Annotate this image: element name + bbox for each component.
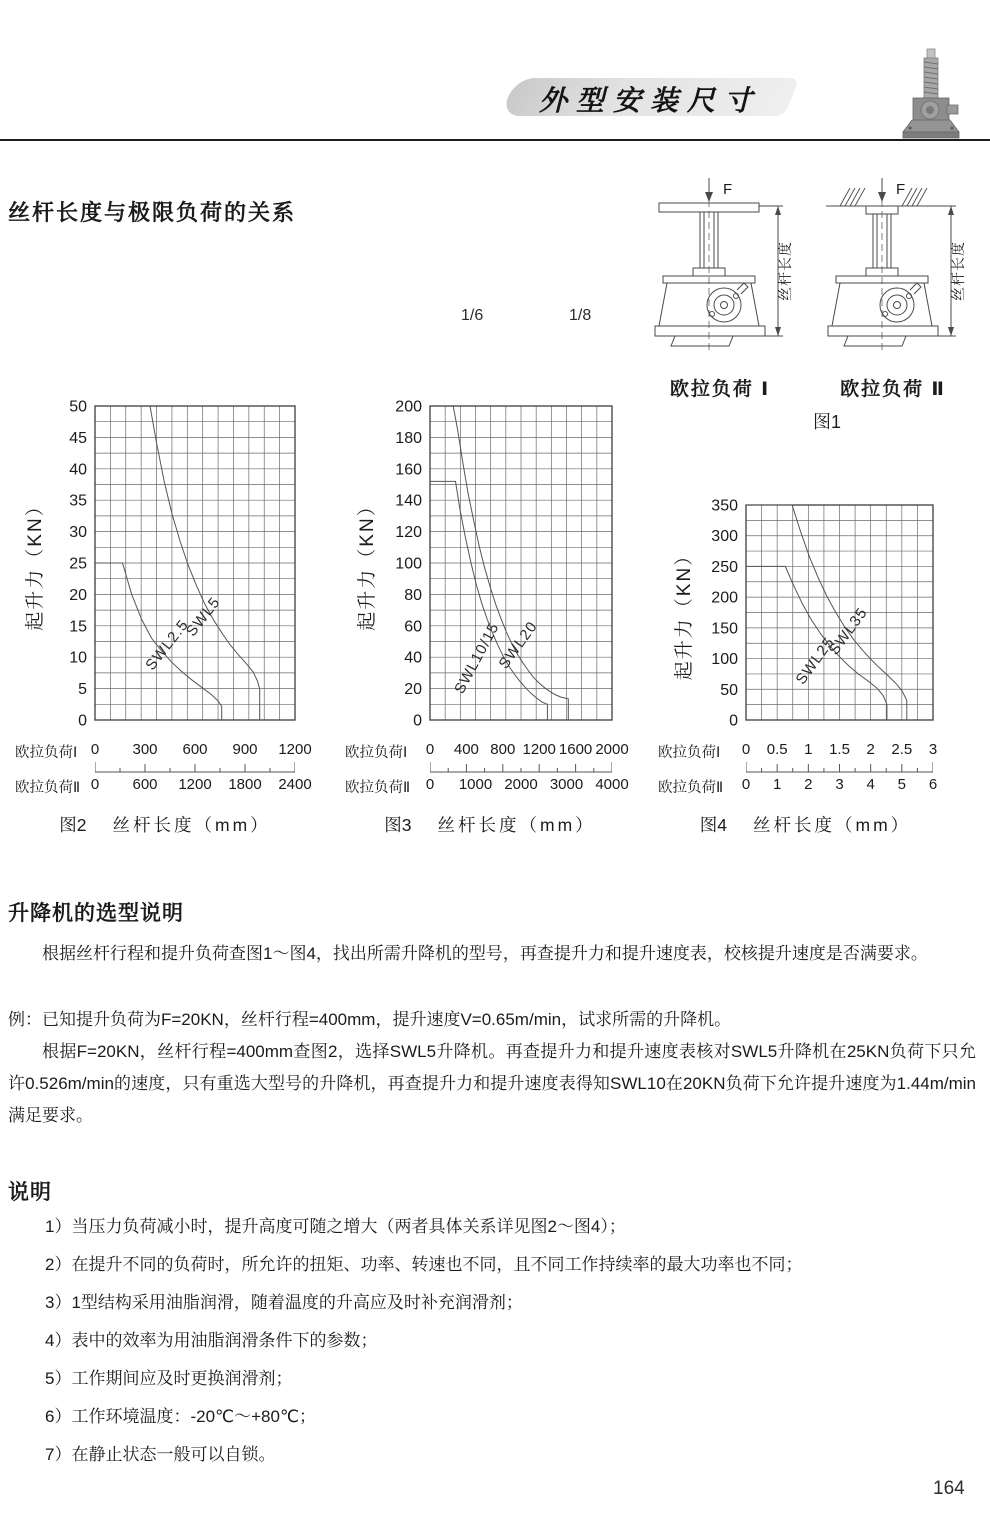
x-scale-row-euler-1 [345, 740, 635, 760]
x-tick-label: 1200 [278, 741, 312, 758]
force-label: F [723, 181, 733, 198]
svg-text:0: 0 [729, 712, 738, 728]
svg-text:180: 180 [395, 429, 422, 447]
x-tick-label: 0.5 [766, 741, 788, 758]
euler-load-2-axis-label: 欧拉负荷Ⅱ [345, 780, 411, 796]
x-tick-label: 1800 [228, 776, 262, 793]
svg-text:SWL5: SWL5 [182, 593, 224, 640]
x-tick-label: 3 [835, 776, 844, 793]
euler-load-1-axis-label: 欧拉负荷Ⅰ [658, 745, 721, 761]
figure-number: 图4 [699, 815, 728, 835]
svg-text:35: 35 [69, 492, 87, 510]
x-tick-label: 600 [182, 741, 208, 758]
note-item-1: 1）当压力负荷减小时，提升高度可随之增大（两者具体关系详见图2～图4）； [45, 1217, 626, 1236]
x-tick-label: 600 [132, 776, 158, 793]
x-tick-label: 2000 [595, 741, 629, 758]
x-scale-row-euler-2 [658, 775, 953, 795]
svg-text:50: 50 [69, 398, 87, 416]
page-number: 164 [933, 1478, 965, 1499]
x-scale-row-euler-1 [15, 740, 315, 760]
notes-list [45, 1218, 965, 1484]
svg-text:25: 25 [69, 555, 87, 573]
load-vs-length-chart-swl25-swl35 [658, 398, 953, 728]
svg-text:80: 80 [404, 586, 422, 604]
force-label: F [896, 181, 906, 198]
x-tick-label: 0 [425, 741, 435, 758]
chart-caption [345, 812, 635, 837]
euler-load-1-ticks [741, 740, 938, 760]
screw-length-dim-label: 丝杆长度 [777, 241, 793, 301]
svg-text:60: 60 [404, 618, 422, 636]
jack-diagram-euler-1 [645, 176, 797, 368]
svg-text:SWL10/15: SWL10/15 [451, 619, 503, 697]
euler-load-2-axis-label: 欧拉负荷Ⅱ [15, 780, 81, 796]
axis-ruler [430, 760, 612, 773]
note-item-2: 2）在提升不同的负荷时，所允许的扭矩、功率、转速也不同，且不同工作持续率的最大功率也不同； [45, 1255, 803, 1274]
svg-text:40: 40 [404, 649, 422, 667]
selection-paragraph-2: 根据F=20KN，丝杆行程=400mm查图2，选择SWL5升降机。再查提升力和提升速度表核对SWL5升降机在25KN负荷下只允许0.526m/min的速度，只有重选大型号的升降机，再查提升力和提升速度表得知SWL10在20KN负荷下允许提升速度为1.44m/min满足要求。 [8, 1042, 976, 1125]
note-item-5: 5）工作期间应及时更换润滑剂； [45, 1369, 293, 1388]
x-tick-label: 2000 [504, 776, 538, 793]
svg-text:SWL2.5: SWL2.5 [142, 616, 193, 674]
load-vs-length-chart-swl2.5-swl5 [15, 398, 315, 728]
note-item-6: 6）工作环境温度：-20℃～+80℃； [45, 1407, 317, 1426]
x-axis-title: 丝杆长度（mm） [753, 815, 912, 835]
note-item-4: 4）表中的效率为用油脂润滑条件下的参数； [45, 1331, 378, 1350]
x-tick-label: 900 [232, 741, 258, 758]
x-tick-label: 0 [90, 741, 100, 758]
euler-load-2-caption: 欧拉负荷 Ⅱ [840, 379, 946, 400]
x-tick-label: 3000 [549, 776, 584, 793]
ratio-annotation-1: 1/6 [461, 307, 484, 324]
svg-text:起升力（KN）: 起升力（KN） [25, 495, 46, 631]
x-tick-label: 1000 [458, 776, 493, 793]
svg-text:45: 45 [69, 429, 87, 447]
x-tick-label: 300 [132, 741, 158, 758]
svg-text:200: 200 [395, 398, 422, 416]
x-tick-label: 0 [741, 741, 751, 758]
ratio-annotation-2: 1/8 [569, 307, 592, 324]
page-title: 外型安装尺寸 [538, 85, 761, 116]
svg-text:300: 300 [711, 528, 738, 546]
x-tick-label: 1 [804, 741, 813, 758]
axis-ruler [746, 760, 933, 773]
svg-text:100: 100 [395, 555, 422, 573]
svg-text:10: 10 [69, 649, 87, 667]
x-tick-label: 1.5 [829, 741, 850, 758]
svg-text:5: 5 [78, 681, 87, 699]
selection-heading: 升降机的选型说明 [8, 902, 184, 925]
svg-text:20: 20 [404, 681, 422, 699]
x-tick-label: 2400 [278, 776, 312, 793]
x-scale-row-euler-1 [658, 740, 953, 760]
svg-text:0: 0 [413, 712, 422, 728]
section-title: 丝杆长度与极限负荷的关系 [8, 200, 297, 225]
x-tick-label: 4000 [595, 776, 629, 793]
selection-paragraph-1: 根据丝杆行程和提升负荷查图1～图4，找出所需升降机的型号，再查提升力和提升速度表，校核提升速度是否满要求。 [42, 944, 928, 963]
x-tick-label: 3 [928, 741, 938, 758]
x-tick-label: 1200 [178, 776, 212, 793]
euler-load-1-ticks [90, 740, 312, 760]
svg-text:250: 250 [711, 558, 738, 576]
notes-heading: 说明 [8, 1181, 52, 1204]
x-tick-label: 0 [425, 776, 435, 793]
euler-load-1-axis-label: 欧拉负荷Ⅰ [15, 745, 78, 761]
x-tick-label: 5 [897, 776, 906, 793]
header-divider [0, 139, 990, 141]
chart-caption [658, 812, 953, 837]
jack-diagram-euler-2 [818, 176, 970, 368]
x-scale-row-euler-2 [345, 775, 635, 795]
x-tick-label: 2 [804, 776, 813, 793]
x-tick-label: 2 [866, 741, 875, 758]
svg-text:120: 120 [395, 524, 422, 542]
svg-text:起升力（KN）: 起升力（KN） [674, 544, 695, 681]
svg-text:100: 100 [711, 651, 738, 669]
svg-text:SWL25: SWL25 [792, 633, 839, 688]
note-item-7: 7）在静止状态一般可以自锁。 [45, 1445, 276, 1464]
euler-load-2-axis-label: 欧拉负荷Ⅱ [658, 780, 724, 796]
figure-number: 图2 [59, 815, 87, 835]
x-tick-label: 0 [90, 776, 100, 793]
euler-load-1-caption: 欧拉负荷 Ⅰ [669, 379, 771, 400]
x-axis-title: 丝杆长度（mm） [437, 815, 596, 835]
load-vs-length-chart-swl10-swl20 [345, 398, 635, 728]
x-scale-row-euler-2 [15, 775, 315, 795]
svg-text:20: 20 [69, 586, 87, 604]
svg-text:SWL20: SWL20 [495, 618, 542, 673]
selection-example: 例：已知提升负荷为F=20KN，丝杆行程=400mm，提升速度V=0.65m/min，试求所需的升降机。 [8, 1010, 732, 1029]
x-axis-title: 丝杆长度（mm） [112, 815, 271, 835]
x-tick-label: 0 [741, 776, 751, 793]
x-tick-label: 2.5 [891, 741, 913, 758]
svg-text:160: 160 [395, 461, 422, 479]
svg-text:350: 350 [711, 497, 738, 515]
svg-text:30: 30 [69, 524, 87, 542]
euler-load-2-ticks [741, 775, 938, 795]
svg-text:40: 40 [69, 461, 87, 479]
x-tick-label: 1 [772, 776, 782, 793]
euler-load-2-ticks [425, 775, 629, 795]
svg-text:150: 150 [711, 620, 738, 638]
euler-load-2-ticks [90, 775, 312, 795]
note-item-3: 3）1型结构采用油脂润滑，随着温度的升高应及时补充润滑剂； [45, 1293, 523, 1312]
x-tick-label: 1200 [522, 741, 556, 758]
figure1-label: 图1 [812, 412, 841, 432]
svg-text:15: 15 [69, 618, 87, 636]
chart-caption [15, 812, 315, 837]
screw-jack-icon [900, 48, 962, 140]
x-tick-label: 800 [490, 741, 516, 758]
svg-text:起升力（KN）: 起升力（KN） [357, 495, 378, 631]
x-tick-label: 400 [453, 741, 479, 758]
euler-load-1-axis-label: 欧拉负荷Ⅰ [345, 745, 408, 761]
axis-ruler [95, 760, 295, 773]
screw-length-dim-label: 丝杆长度 [950, 241, 966, 301]
x-tick-label: 6 [928, 776, 938, 793]
x-tick-label: 4 [866, 776, 875, 793]
euler-load-1-ticks [425, 740, 629, 760]
svg-text:0: 0 [78, 712, 87, 728]
x-tick-label: 1600 [558, 741, 593, 758]
figure-number: 图3 [384, 815, 412, 835]
svg-text:50: 50 [720, 681, 738, 699]
svg-text:200: 200 [711, 589, 738, 607]
svg-text:140: 140 [395, 492, 422, 510]
svg-text:SWL35: SWL35 [825, 604, 872, 659]
